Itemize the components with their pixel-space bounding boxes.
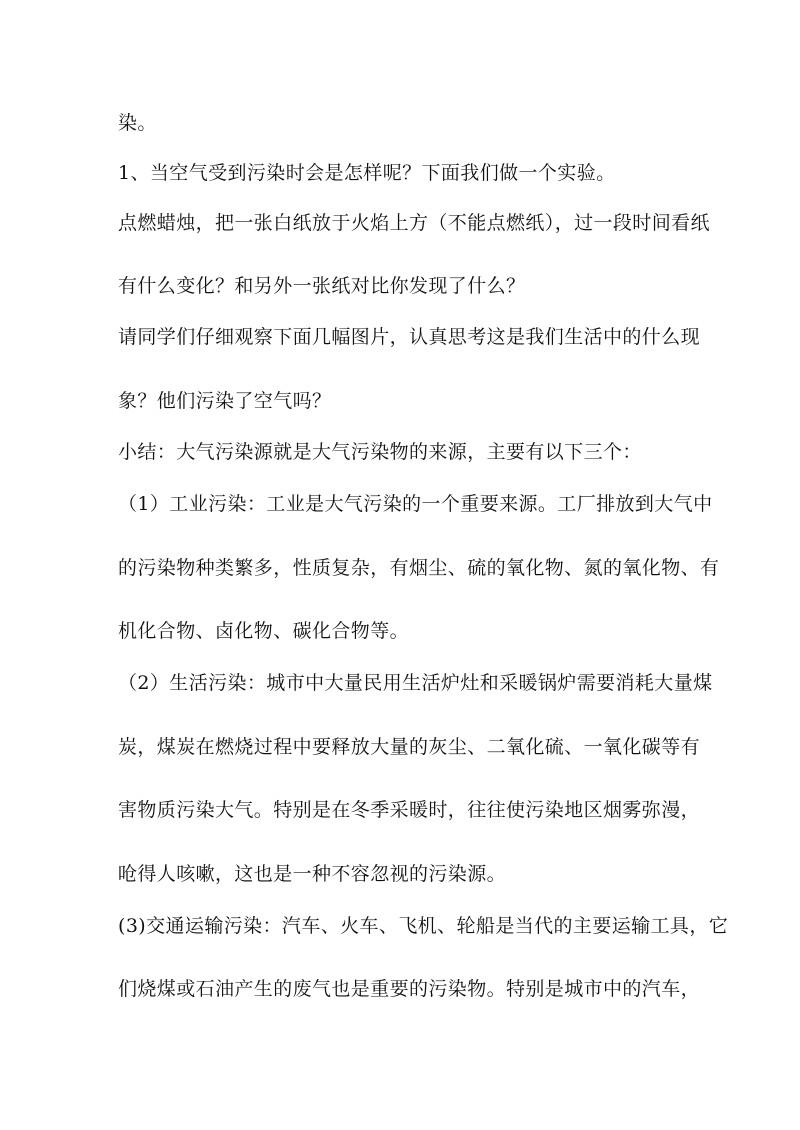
text-line: 们烧煤或石油产生的废气也是重要的污染物。特别是城市中的汽车， <box>118 978 701 1000</box>
text-line: 炭，煤炭在燃烧过程中要释放大量的灰尘、二氧化硫、一氧化碳等有 <box>118 736 701 758</box>
text-line: (3)交通运输污染：汽车、火车、飞机、轮船是当代的主要运输工具，它 <box>118 915 729 937</box>
text-line: 害物质污染大气。特别是在冬季采暖时，往往使污染地区烟雾弥漫， <box>118 799 701 821</box>
text-line: 点燃蜡烛，把一张白纸放于火焰上方（不能点燃纸），过一段时间看纸 <box>118 212 710 234</box>
text-line: 呛得人咳嗽，这也是一种不容忽视的污染源。 <box>118 863 507 885</box>
text-line: 请同学们仔细观察下面几幅图片，认真思考这是我们生活中的什么现 <box>118 326 701 348</box>
text-line: 机化合物、卤化物、碳化合物等。 <box>118 620 410 642</box>
text-line: （1）工业污染：工业是大气污染的一个重要来源。工厂排放到大气中 <box>118 493 713 515</box>
text-line: 染。 <box>118 112 157 134</box>
summary-line: 小结：大气污染源就是大气污染物的来源，主要有以下三个： <box>118 441 642 463</box>
text-line: （2）生活污染：城市中大量民用生活炉灶和采暖锅炉需要消耗大量煤 <box>118 672 713 694</box>
text-line: 象？他们污染了空气吗？ <box>118 390 332 412</box>
text-line: 的污染物种类繁多，性质复杂，有烟尘、硫的氧化物、氮的氧化物、有 <box>118 557 720 579</box>
text-line: 1、当空气受到污染时会是怎样呢？下面我们做一个实验。 <box>118 162 616 184</box>
text-line: 有什么变化？和另外一张纸对比你发现了什么？ <box>118 275 526 297</box>
